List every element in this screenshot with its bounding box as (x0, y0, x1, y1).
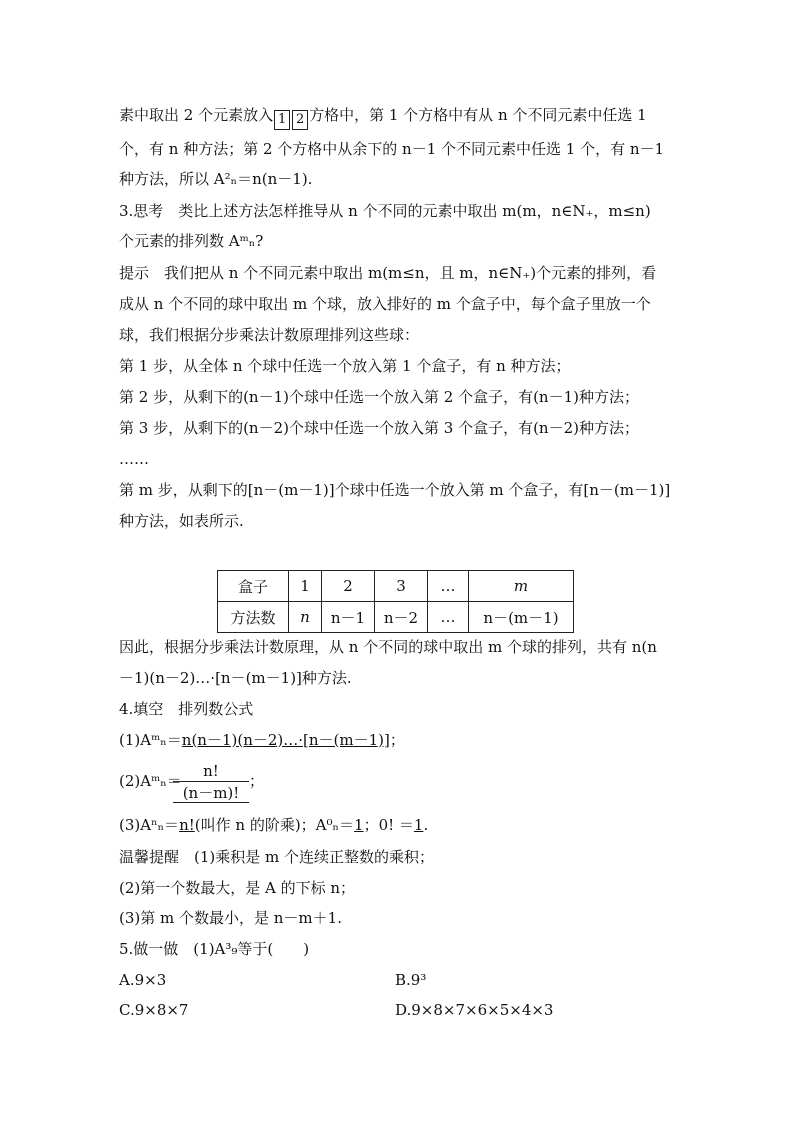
formula-1-end: ； (389, 731, 405, 749)
formula-3-answer-3: 1 (413, 816, 424, 834)
square-box-2: 2 (292, 110, 308, 130)
formula-1-answer: n(n－1)(n－2)…·[n－(m－1)] (181, 731, 390, 749)
text-line-2: 个，有 n 种方法；第 2 个方格中从余下的 n－1 个不同元素中任选 1 个，有 n－1 (119, 140, 665, 158)
hint-line-2: 成从 n 个不同的球中取出 m 个球，放入排好的 m 个盒子中，每个盒子里放一个 (119, 295, 651, 313)
fraction-denominator: (n－m)! (173, 782, 249, 803)
permutation-table (217, 570, 574, 633)
fraction-numerator: n! (173, 762, 249, 782)
fraction (173, 762, 249, 803)
formula-3-mid-2: ；0! ＝ (363, 816, 414, 834)
text-line-15: 因此，根据分步乘法计数原理，从 n 个不同的球中取出 m 个球的排列，共有 n(n (119, 638, 657, 656)
square-box-1: 1 (274, 110, 290, 130)
option-d: D.9×8×7×6×5×4×3 (395, 1001, 554, 1019)
reminder-3: (3)第 m 个数最小，是 n－m＋1. (119, 909, 342, 927)
formula-3-mid: (叫作 n 的阶乘)；A⁰ₙ＝ (194, 816, 355, 834)
table-cell: n (289, 602, 322, 633)
option-b: B.9³ (395, 971, 427, 989)
step-m: 第 m 步，从剩下的[n－(m－1)]个球中任选一个放入第 m 个盒子，有[n－(m－1)] (119, 481, 671, 499)
table-row (218, 571, 574, 602)
text-line-16: －1)(n－2)…·[n－(m－1)]种方法. (119, 669, 352, 687)
formula-3-answer-2: 1 (354, 816, 364, 834)
formula-3 (119, 815, 428, 835)
formula-3-end: . (423, 816, 429, 834)
formula-2-label: (2)Aᵐₙ＝ (119, 772, 182, 790)
text-line-14: 种方法，如表所示. (119, 512, 244, 530)
table-cell: … (428, 571, 469, 602)
text-line-5: 个元素的排列数 Aᵐₙ? (119, 232, 264, 250)
formula-2-end: ； (249, 772, 265, 790)
ellipsis: …… (119, 450, 149, 468)
reminder-2: (2)第一个数最大，是 A 的下标 n； (119, 879, 356, 897)
table-row (218, 602, 574, 633)
text-line-1 (119, 105, 647, 130)
section-5-heading: 5.做一做 (1)A³₉等于( ) (119, 940, 310, 958)
reminder-1: 温馨提醒 (1)乘积是 m 个连续正整数的乘积； (119, 848, 435, 866)
step-1: 第 1 步，从全体 n 个球中任选一个放入第 1 个盒子，有 n 种方法； (119, 357, 571, 375)
table-cell: 方法数 (218, 602, 289, 633)
line-1-end: 方格中，第 1 个方格中有从 n 个不同元素中任选 1 (309, 106, 647, 124)
formula-1-label: (1)Aᵐₙ＝ (119, 731, 182, 749)
formula-3-label: (3)Aⁿₙ＝ (119, 816, 180, 834)
table-cell: m (469, 571, 574, 602)
section-3-heading: 3.思考 类比上述方法怎样推导从 n 个不同的元素中取出 m(m，n∈N₊，m≤n) (119, 202, 651, 220)
text-line-3: 种方法，所以 A²ₙ＝n(n－1). (119, 170, 313, 188)
table-cell: n－2 (375, 602, 428, 633)
table-cell: 1 (289, 571, 322, 602)
section-4-heading: 4.填空 排列数公式 (119, 700, 254, 718)
table-cell: … (428, 602, 469, 633)
hint-line-3: 球，我们根据分步乘法计数原理排列这些球： (119, 326, 420, 344)
step-3: 第 3 步，从剩下的(n－2)个球中任选一个放入第 3 个盒子，有(n－2)种方法； (119, 419, 639, 437)
table-cell: 2 (322, 571, 375, 602)
table-cell: 盒子 (218, 571, 289, 602)
table-cell: 3 (375, 571, 428, 602)
option-c: C.9×8×7 (119, 1001, 189, 1019)
formula-1 (119, 730, 405, 750)
formula-3-answer: n! (179, 816, 195, 834)
step-2: 第 2 步，从剩下的(n－1)个球中任选一个放入第 2 个盒子，有(n－1)种方法； (119, 388, 639, 406)
option-a: A.9×3 (119, 971, 167, 989)
hint-line-1: 提示 我们把从 n 个不同元素中取出 m(m≤n，且 m，n∈N₊)个元素的排列，看 (119, 264, 657, 282)
table-cell: n－(m－1) (469, 602, 574, 633)
table-cell: n－1 (322, 602, 375, 633)
line-1-start: 素中取出 2 个元素放入 (119, 106, 274, 124)
